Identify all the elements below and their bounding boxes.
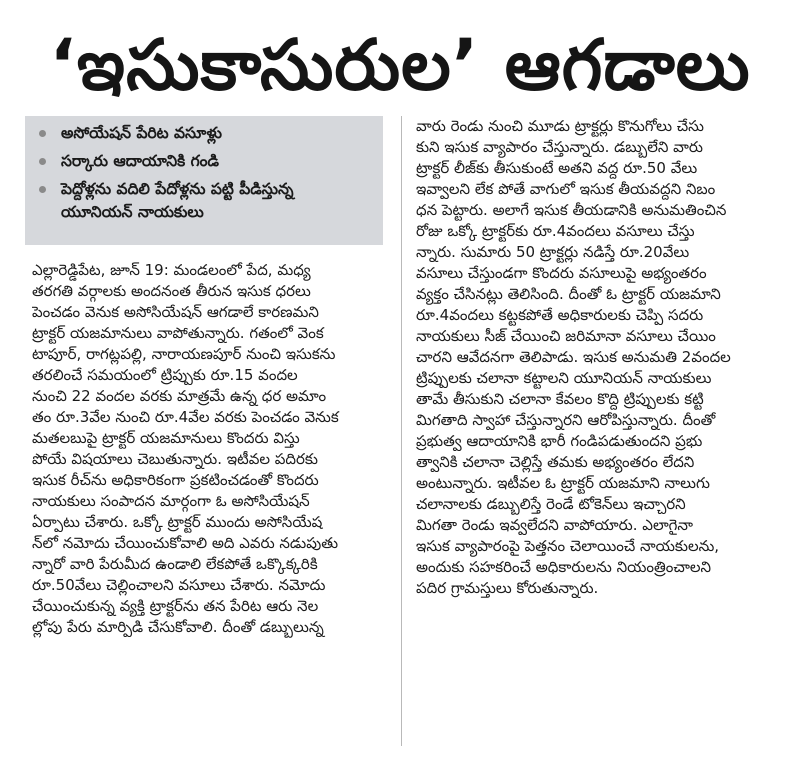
body-line: త్వానికి చలానా చెల్లిస్తే తమకు అభ్యంతరం లేదని bbox=[416, 453, 695, 471]
body-line: వసూలు చేస్తుండగా కొందరు వసూలుపై అభ్యంతరం bbox=[416, 264, 707, 282]
body-line: రూ.4వందలు కట్టకపోతే అధికారులకు చెప్పి సదరు bbox=[416, 306, 704, 324]
body-line: వారు రెండు నుంచి మూడు ట్రాక్టర్లు కొనుగోలు చేసు bbox=[416, 117, 704, 135]
highlight-line: అసోయేషన్ పేరిట వసూళ్లు bbox=[61, 124, 222, 142]
body-line: చలానాలకు డబ్బులిస్తే రెండే టోకెన్‌లు ఇచ్చారని bbox=[416, 495, 686, 513]
body-line: చేయించుకున్న వ్యక్తి ట్రాక్టర్‌ను తన పేరిట ఆరు నెల bbox=[32, 597, 319, 615]
highlight-item bbox=[37, 150, 373, 173]
body-line: ప్రభుత్వ ఆదాయానికి భారీ గండిపడుతుందని ప్రభు bbox=[416, 432, 703, 450]
body-line: మిగతాది స్వాహా చేస్తున్నారని ఆరోపిస్తున్నారు. దీంతో bbox=[416, 411, 716, 429]
body-line: తరలించే సమయంలో ట్రిప్పుకు రూ.15 వందల bbox=[32, 366, 298, 384]
body-line: ఎల్లారెడ్డిపేట, జూన్ 19: మండలంలో పేద, మధ్య bbox=[32, 261, 311, 279]
body-line: ఇవ్వాలని లేక పోతే వాగులో ఇసుక తీయవద్దని నిబం bbox=[416, 180, 716, 198]
highlight-line: యూనియన్ నాయకులు bbox=[61, 203, 204, 221]
body-line: తామే తీసుకుని చలానా కేవలం కొద్ది ట్రిప్పులకు కట్టి bbox=[416, 390, 704, 408]
article-column-left bbox=[32, 260, 390, 638]
body-line: న్నారో వారి పేరుమీద ఉండాలి లేకపోతే ఒక్కొక్కరికి bbox=[32, 555, 318, 573]
highlight-item bbox=[37, 122, 373, 145]
body-line: ఏర్పాటు చేశారు. ఒక్కో ట్రాక్టర్ ముందు అసోసియేష bbox=[32, 513, 323, 531]
article-column-right bbox=[416, 116, 778, 599]
body-line: నాయకులు సంపాదన మార్గంగా ఓ అసోసియేషన్ bbox=[32, 492, 310, 510]
body-line: మిగతా రెండు ఇవ్వలేదని వాపోయారు. ఎలాగైనా bbox=[416, 516, 693, 534]
body-line: పోయే విషయాలు చెబుతున్నారు. ఇటీవల పదిరకు bbox=[32, 450, 318, 468]
body-line: మతలబుపై ట్రాక్టర్ యజమానులు కొందరు విస్తు bbox=[32, 429, 300, 447]
body-line: ఇసుక రీచ్‌ను అధికారికంగా ప్రకటించడంతో కొందరు bbox=[32, 471, 319, 489]
body-line: తరగతి వర్గాలకు అందనంత తీరున ఇసుక ధరలు bbox=[32, 282, 311, 300]
body-line: ధన పెట్టారు. అలాగే ఇసుక తీయడానికి అనుమతించిన bbox=[416, 201, 727, 219]
body-line: టాపూర్, రాగట్లపల్లి, నారాయణపూర్ నుంచి ఇసుకను bbox=[32, 345, 336, 363]
headline: ‘ఇసుకాసురుల’ ఆగడాలు bbox=[49, 24, 751, 106]
body-line: తం రూ.3వేల నుంచి రూ.4వేల వరకు పెంచడం వెనుక bbox=[32, 408, 339, 426]
body-line: ట్రాక్టర్ లీజ్‌కు తీసుకుంటే అతని వద్ద రూ.50 వేలు bbox=[416, 159, 698, 177]
body-line: అందుకు సహకరించే అధికారులను నియంత్రించాలని bbox=[416, 558, 712, 576]
body-line: నుంచి 22 వందల వరకు మాత్రమే ఉన్న ధర అమాం bbox=[32, 387, 327, 405]
highlight-line: పెద్దోళ్లను వదిలి పేదోళ్లను పట్టి పీడిస్తున్న bbox=[61, 180, 294, 198]
highlight-line: సర్కారు ఆదాయానికి గండి bbox=[61, 152, 220, 170]
column-divider bbox=[401, 116, 402, 746]
body-line: ట్రిప్పులకు చలానా కట్టాలని యూనియన్ నాయకులు bbox=[416, 369, 712, 387]
highlights-box bbox=[25, 116, 383, 245]
bullet-dot-icon bbox=[39, 186, 46, 193]
body-line: ఇసుక వ్యాపారంపై పెత్తనం చెలాయించే నాయకులను, bbox=[416, 537, 720, 555]
bullet-dot-icon bbox=[39, 158, 46, 165]
body-line: చారని ఆవేదనగా తెలిపాడు. ఇసుక అనుమతి 2వందల bbox=[416, 348, 731, 366]
body-line: ట్రాక్టర్ యజమానులు వాపోతున్నారు. గతంలో వెంక bbox=[32, 324, 324, 342]
body-line: ల్లోపు పేరు మార్పిడి చేసుకోవాలి. దీంతో డబ్బులున్న bbox=[32, 618, 324, 636]
body-line: పెంచడం వెనుక అసోసియేషన్ ఆగడాలే కారణమని bbox=[32, 303, 319, 321]
body-line: నాయకులు సీజ్ చేయించి జరిమానా వసూలు చేయిం bbox=[416, 327, 716, 345]
body-line: కుని ఇసుక వ్యాపారం చేస్తున్నారు. డబ్బులేని వారు bbox=[416, 138, 703, 156]
body-line: వ్యక్తం చేసినట్లు తెలిసింది. దీంతో ఓ ట్రాక్టర్ యజమాని bbox=[416, 285, 721, 303]
body-line: రూ.50వేలు చెల్లించాలని వసూలు చేశారు. నమోదు bbox=[32, 576, 326, 594]
highlight-item bbox=[37, 178, 373, 224]
body-line: న్నారు. సుమారు 50 ట్రాక్టర్లు నడిస్తే రూ.20వేలు bbox=[416, 243, 690, 261]
body-line: రోజు ఒక్కో ట్రాక్టర్‌కు రూ.4వందలు వసూలు చేస్తు bbox=[416, 222, 695, 240]
bullet-dot-icon bbox=[39, 130, 46, 137]
body-line: న్‌లో నమోదు చేయించుకోవాలి అది ఎవరు నడుపుతు bbox=[32, 534, 339, 552]
body-line: అంటున్నారు. ఇటీవల ఓ ట్రాక్టర్ యజమాని నాలుగు bbox=[416, 474, 710, 492]
body-line: పదిర గ్రామస్తులు కోరుతున్నారు. bbox=[416, 579, 599, 597]
